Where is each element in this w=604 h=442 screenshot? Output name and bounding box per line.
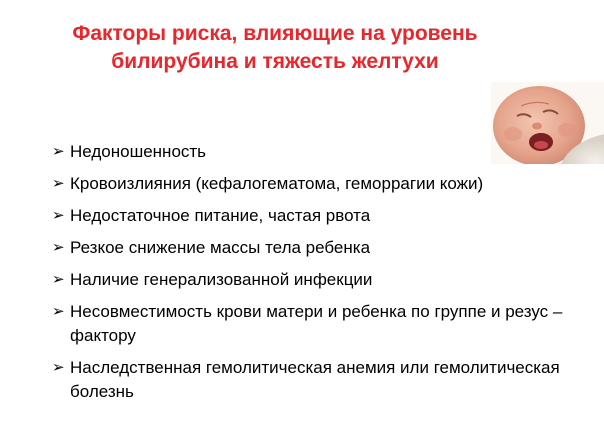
title-line-1: Факторы риска, влияющие на уровень: [72, 22, 478, 45]
list-item: [52, 172, 572, 196]
list-item: [52, 236, 572, 260]
list-item: [52, 268, 572, 292]
list-item-text: Несовместимость крови матери и ребенка по группе и резус – фактору: [70, 302, 563, 345]
list-item-text: Кровоизлияния (кефалогематома, геморрагии кожи): [70, 174, 484, 193]
arrow-bullet-icon: ➢: [52, 207, 65, 224]
list-item-text: Наследственная гемолитическая анемия или гемолитическая болезнь: [70, 358, 560, 401]
arrow-bullet-icon: ➢: [52, 359, 65, 376]
list-item-text: Резкое снижение массы тела ребенка: [70, 238, 371, 257]
list-item-text: Недостаточное питание, частая рвота: [70, 206, 371, 225]
arrow-bullet-icon: ➢: [52, 271, 65, 288]
risk-factor-list: [52, 140, 572, 412]
arrow-bullet-icon: ➢: [52, 143, 65, 160]
list-item: [52, 204, 572, 228]
list-item: [52, 356, 572, 404]
list-item: [52, 300, 572, 348]
title-line-2: билирубина и тяжесть желтухи: [111, 50, 439, 73]
slide-title: [40, 20, 510, 76]
arrow-bullet-icon: ➢: [52, 175, 65, 192]
arrow-bullet-icon: ➢: [52, 239, 65, 256]
list-item-text: Недоношенность: [70, 142, 207, 161]
arrow-bullet-icon: ➢: [52, 303, 65, 320]
list-item-text: Наличие генерализованной инфекции: [70, 270, 373, 289]
list-item: [52, 140, 572, 164]
